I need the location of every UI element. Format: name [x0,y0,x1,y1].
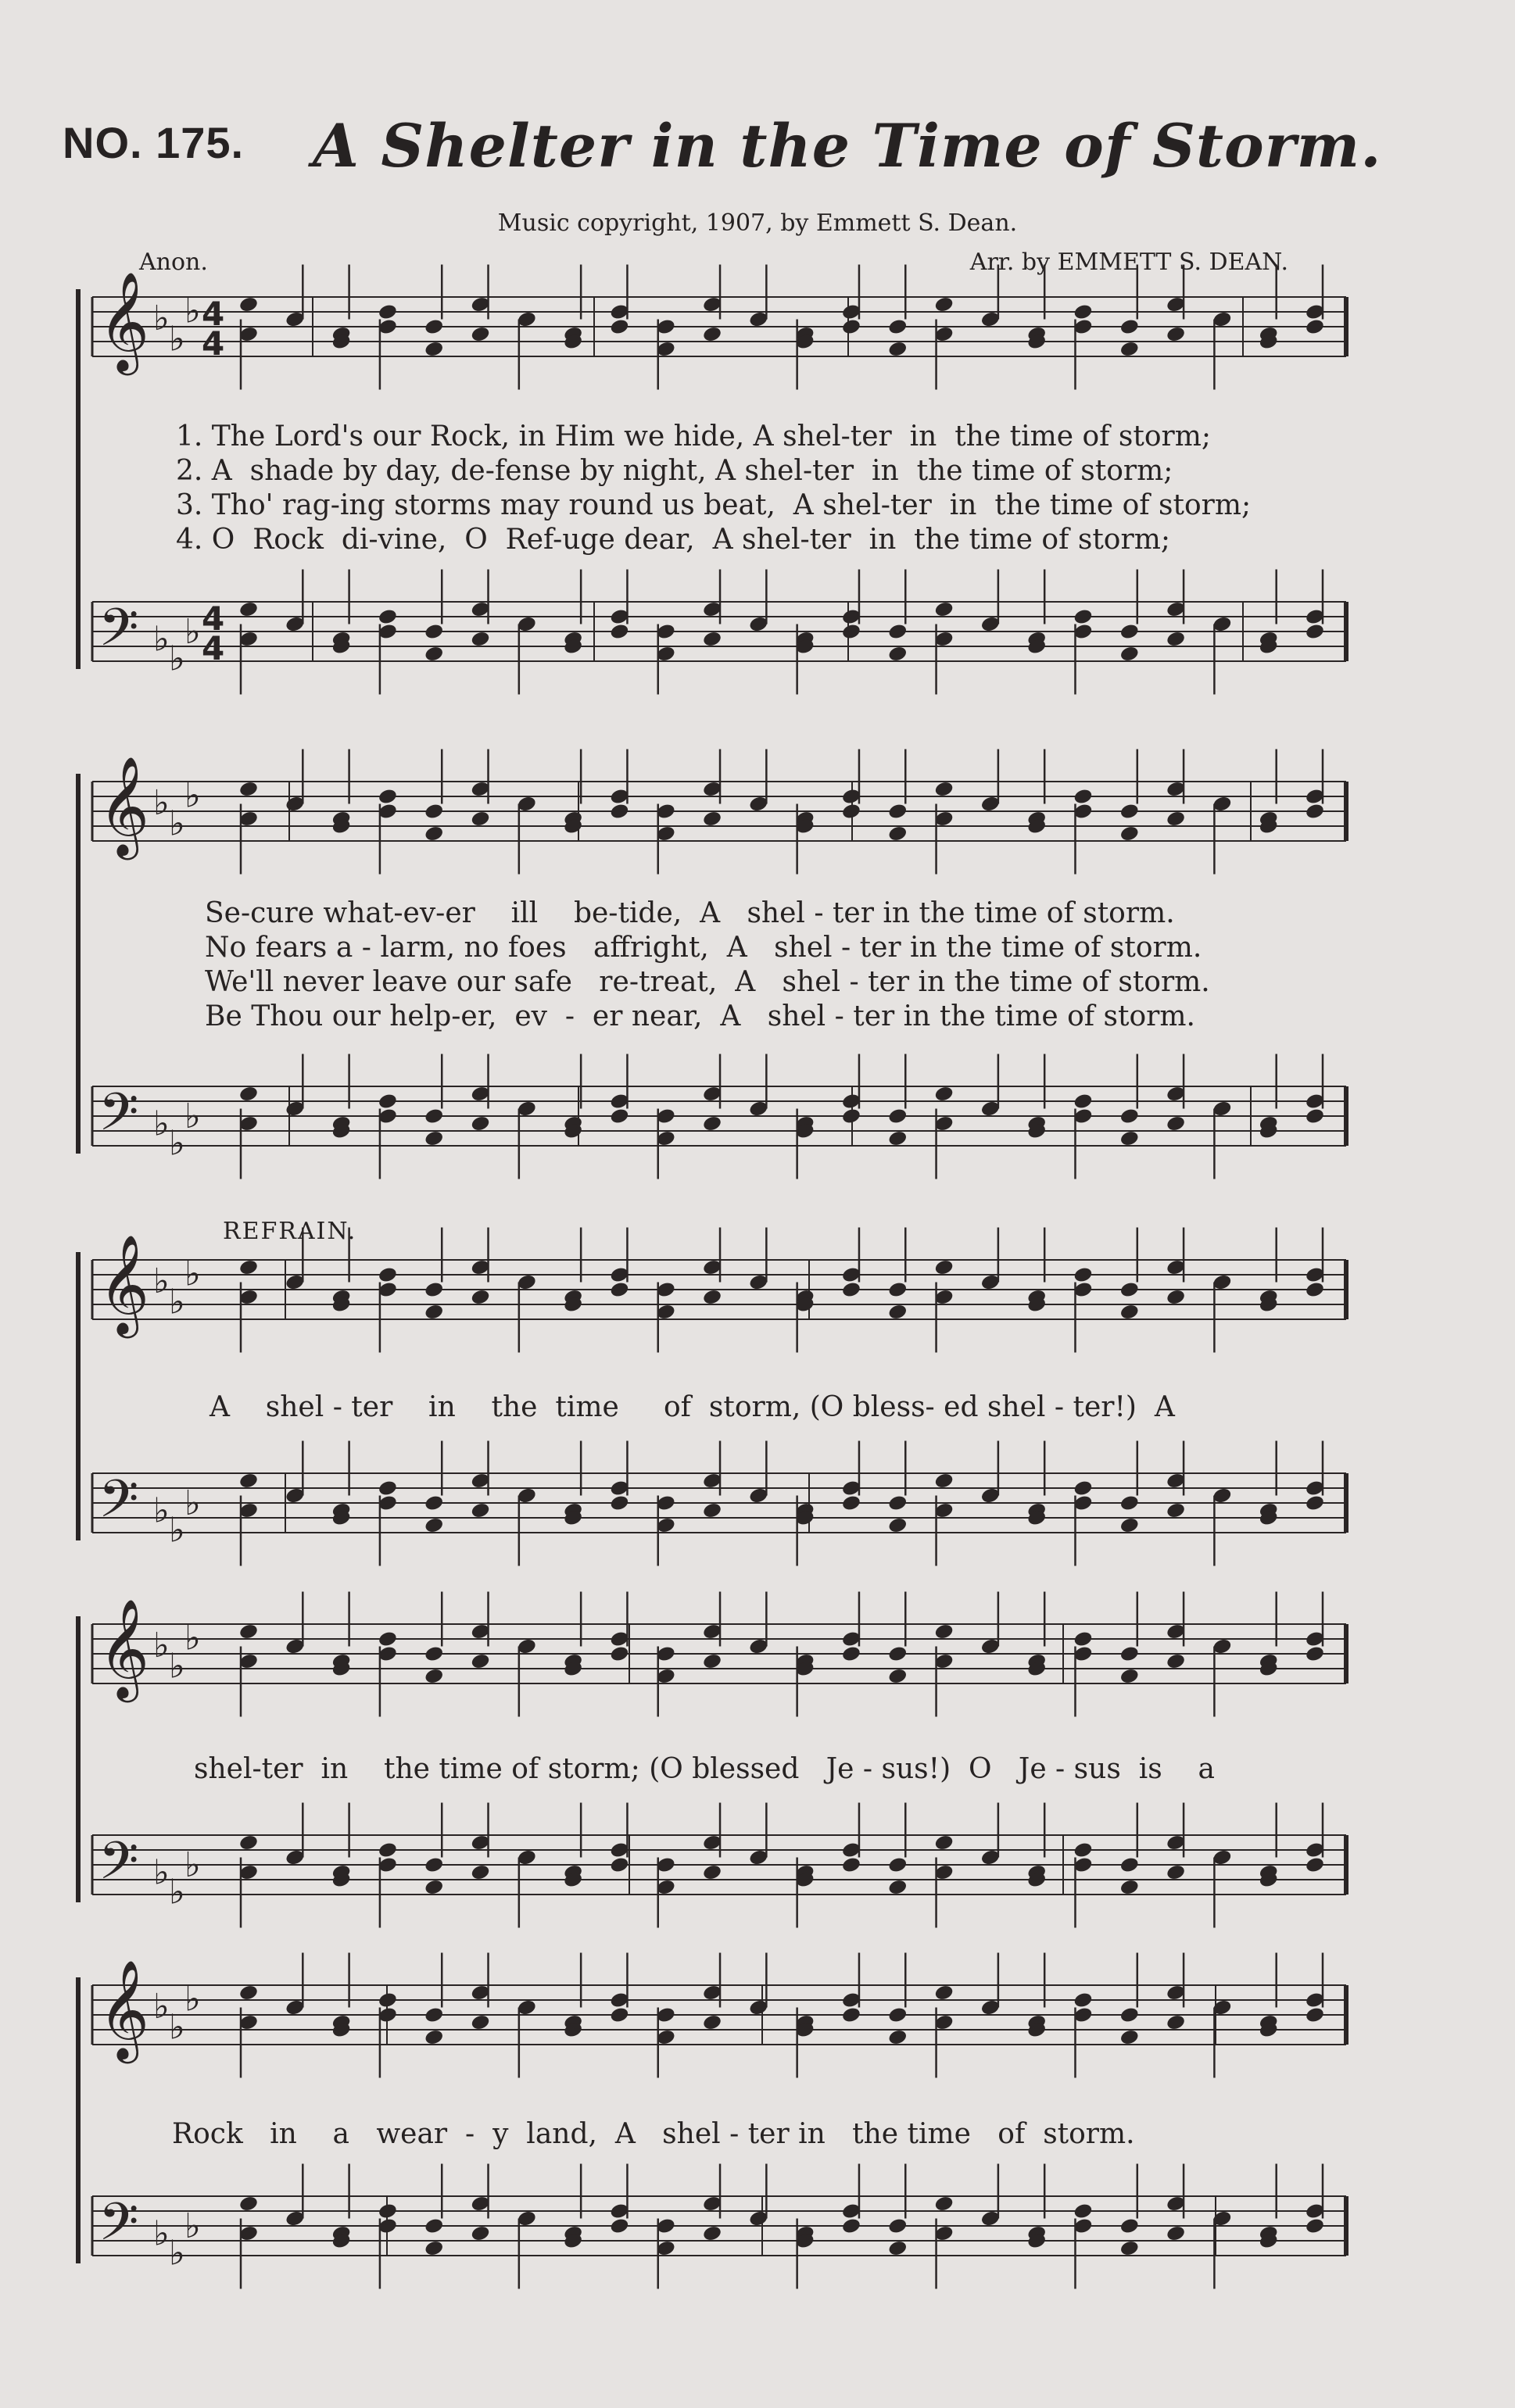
note-head [887,1303,908,1321]
hymn-title: A Shelter in the Time of Storm. [313,111,1382,181]
note-head [887,1107,908,1125]
note-head [424,1303,444,1321]
note-head [609,318,629,336]
note-head [841,1494,861,1512]
flat-sign: ♭ [169,1510,185,1551]
note-head [702,1115,722,1132]
note-head [1119,1494,1140,1512]
note-head [424,2217,444,2235]
note-head [424,825,444,843]
flat-sign: ♭ [153,1261,170,1301]
note-head [424,623,444,641]
treble-clef: 𝄞 [98,270,150,371]
note-head [887,1281,908,1299]
copyright-notice: Music copyright, 1907, by Emmett S. Dean. [497,209,1018,237]
note-head [1166,325,1186,343]
note-head [378,1093,398,1111]
note-head [887,2006,908,2024]
note-head [1119,803,1140,821]
note-head [238,1258,259,1276]
refrain-line-3: Rock in a wear - y land, A shel - ter in the time of storm. [172,2118,1135,2150]
note-head [702,325,722,343]
flat-sign: ♭ [169,1282,185,1322]
bass-clef: 𝄢 [98,1469,139,1542]
note-head [1119,623,1140,641]
flat-sign: ♭ [184,1483,201,1524]
time-signature-bottom: 4 [202,324,225,363]
note-head [1119,2217,1140,2235]
note-head [1119,2239,1140,2257]
note-head [1119,1281,1140,1299]
note-head [933,2195,954,2213]
note-head [1073,303,1093,321]
arranger-credit: Arr. by EMMETT S. DEAN. [969,249,1288,276]
note-head [609,623,629,641]
note-head [887,1856,908,1874]
note-head [238,1472,259,1490]
note-head [424,645,444,663]
note-head [1073,608,1093,626]
note-head [470,1863,490,1881]
verse-3-line-2: We'll never leave our safe re-treat, A shel - ter in the time of storm. [205,966,1210,998]
flat-sign: ♭ [153,1986,170,2027]
note-head [424,1645,444,1663]
note-head [238,1834,259,1852]
note-head [933,1984,954,2002]
note-head [1305,1645,1325,1663]
note-head [887,1667,908,1685]
note-head [887,318,908,336]
note-head [841,2217,861,2235]
note-head [933,1623,954,1641]
note-head [378,303,398,321]
note-head [1073,1991,1093,2009]
bass-clef: 𝄢 [98,1830,139,1904]
note-head [609,2006,629,2024]
author-credit: Anon. [139,249,208,276]
treble-clef: 𝄞 [98,1959,150,2059]
note-head [1305,1494,1325,1512]
note-head [702,2013,722,2031]
note-head [887,1645,908,1663]
note-head [887,645,908,663]
note-head [1305,803,1325,821]
note-head [378,1991,398,2009]
note-head [238,600,259,618]
flat-sign: ♭ [184,1979,201,2020]
time-signature-top: 4 [202,295,225,334]
bass-clef: 𝄢 [98,1082,139,1155]
note-head [1305,623,1325,641]
note-head [238,1085,259,1103]
note-head [1166,1501,1186,1519]
note-head [609,1645,629,1663]
note-head [887,1129,908,1147]
note-head [1166,630,1186,648]
flat-sign: ♭ [184,775,201,816]
note-head [1119,1303,1140,1321]
note-head [238,2195,259,2213]
flat-sign: ♭ [153,1104,170,1144]
note-head [887,340,908,358]
note-head [1119,1516,1140,1534]
note-head [702,630,722,648]
note-head [1166,1863,1186,1881]
verse-4-line-2: Be Thou our help-er, ev - er near, A shel - ter in the time of storm. [205,1000,1195,1032]
note-head [702,1863,722,1881]
note-head [887,2239,908,2257]
note-head [424,1494,444,1512]
note-head [470,1288,490,1306]
note-head [609,1107,629,1125]
note-head [841,1281,861,1299]
note-head [1166,810,1186,828]
note-head [424,318,444,336]
note-head [1305,1281,1325,1299]
flat-sign: ♭ [184,291,201,331]
refrain-line-2: shel-ter in the time of storm; (O blessed Je - sus!) O Je - sus is a [194,1753,1215,1785]
note-head [887,1516,908,1534]
verse-1-line-2: Se-cure what-ev-er ill be-tide, A shel - ter in the time of storm. [205,897,1175,929]
flat-sign: ♭ [184,1845,201,1886]
flat-sign: ♭ [153,1490,170,1531]
note-head [1119,1107,1140,1125]
treble-clef: 𝄞 [98,1233,150,1334]
note-head [933,600,954,618]
note-head [841,623,861,641]
treble-clef: 𝄞 [98,755,150,856]
flat-sign: ♭ [169,1872,185,1912]
note-head [424,1878,444,1896]
refrain-label: REFRAIN. [223,1218,357,1245]
note-head [609,2217,629,2235]
note-head [609,1281,629,1299]
note-head [378,788,398,806]
note-head [1166,2224,1186,2242]
note-head [470,325,490,343]
note-head [378,1480,398,1497]
note-head [841,1107,861,1125]
note-head [887,825,908,843]
note-head [470,1501,490,1519]
note-head [238,780,259,798]
flat-sign: ♭ [169,639,185,679]
note-head [887,2217,908,2235]
flat-sign: ♭ [153,2213,170,2254]
note-head [933,1472,954,1490]
refrain-line-1: A shel - ter in the time of storm, (O bless- ed shel - ter!) A [210,1391,1175,1423]
note-head [1119,2006,1140,2024]
note-head [841,803,861,821]
note-head [424,1107,444,1125]
note-head [1166,2013,1186,2031]
note-head [470,2013,490,2031]
note-head [378,1841,398,1859]
note-head [1119,1645,1140,1663]
note-head [933,1834,954,1852]
time-signature-bottom: 4 [202,629,225,668]
flat-sign: ♭ [184,2206,201,2247]
note-head [609,1494,629,1512]
verse-2-line-1: 2. A shade by day, de-fense by night, A shel-ter in the time of storm; [176,455,1173,487]
note-head [1305,1856,1325,1874]
note-head [470,1652,490,1670]
verse-1-line-1: 1. The Lord's our Rock, in Him we hide, A shel-ter in the time of storm; [176,420,1212,453]
note-head [470,810,490,828]
flat-sign: ♭ [169,2233,185,2274]
note-head [424,1667,444,1685]
note-head [841,318,861,336]
note-head [933,1085,954,1103]
flat-sign: ♭ [184,1618,201,1658]
note-head [424,1281,444,1299]
note-head [424,1129,444,1147]
note-head [424,340,444,358]
flat-sign: ♭ [184,1097,201,1137]
note-head [887,2028,908,2046]
flat-sign: ♭ [169,319,185,360]
note-head [238,1984,259,2002]
note-head [702,1652,722,1670]
note-head [1305,2217,1325,2235]
note-head [378,1266,398,1284]
treble-clef: 𝄞 [98,1598,150,1698]
note-head [933,1258,954,1276]
note-head [887,1878,908,1896]
note-head [378,1630,398,1648]
flat-sign: ♭ [169,803,185,844]
note-head [1119,2028,1140,2046]
note-head [841,1645,861,1663]
flat-sign: ♭ [169,2007,185,2048]
note-head [424,1516,444,1534]
flat-sign: ♭ [169,1123,185,1164]
note-head [1073,1093,1093,1111]
note-head [424,1856,444,1874]
note-head [1119,1856,1140,1874]
note-head [841,2006,861,2024]
note-head [1305,2006,1325,2024]
hymn-number: NO. 175. [63,118,245,167]
note-head [470,1115,490,1132]
note-head [609,1856,629,1874]
note-head [424,2028,444,2046]
verse-4-line-1: 4. O Rock di-vine, O Ref-uge dear, A shel-ter in the time of storm; [176,524,1170,556]
note-head [1073,1480,1093,1497]
bass-clef: 𝄢 [98,597,139,671]
flat-sign: ♭ [169,1646,185,1687]
note-head [1119,340,1140,358]
note-head [1305,318,1325,336]
flat-sign: ♭ [153,782,170,823]
note-head [424,2006,444,2024]
note-head [933,780,954,798]
note-head [933,295,954,313]
note-head [424,803,444,821]
note-head [841,1856,861,1874]
flat-sign: ♭ [153,619,170,660]
note-head [1166,1652,1186,1670]
note-head [887,1494,908,1512]
note-head [1119,825,1140,843]
note-head [1119,645,1140,663]
flat-sign: ♭ [153,298,170,338]
note-head [702,810,722,828]
note-head [609,803,629,821]
note-head [378,608,398,626]
flat-sign: ♭ [153,1625,170,1666]
note-head [424,2239,444,2257]
verse-2-line-2: No fears a - larm, no foes affright, A shel - ter in the time of storm. [205,932,1202,964]
note-head [887,623,908,641]
note-head [702,2224,722,2242]
note-head [1073,2202,1093,2220]
flat-sign: ♭ [184,612,201,653]
note-head [1119,1129,1140,1147]
note-head [378,2202,398,2220]
note-head [1073,1841,1093,1859]
note-head [1119,1878,1140,1896]
note-head [702,1501,722,1519]
note-head [1305,1107,1325,1125]
note-head [702,1288,722,1306]
note-head [1166,1288,1186,1306]
note-head [1119,1667,1140,1685]
note-head [1073,1266,1093,1284]
verse-3-line-1: 3. Tho' rag-ing storms may round us beat, A shel-ter in the time of storm; [176,489,1252,521]
note-head [1073,788,1093,806]
note-head [1073,1630,1093,1648]
note-head [238,1623,259,1641]
note-head [887,803,908,821]
note-head [1119,318,1140,336]
bass-clef: 𝄢 [98,2192,139,2265]
note-head [470,630,490,648]
note-head [238,295,259,313]
flat-sign: ♭ [184,1254,201,1294]
flat-sign: ♭ [153,1852,170,1893]
time-signature-top: 4 [202,599,225,639]
note-head [1166,1115,1186,1132]
note-head [470,2224,490,2242]
